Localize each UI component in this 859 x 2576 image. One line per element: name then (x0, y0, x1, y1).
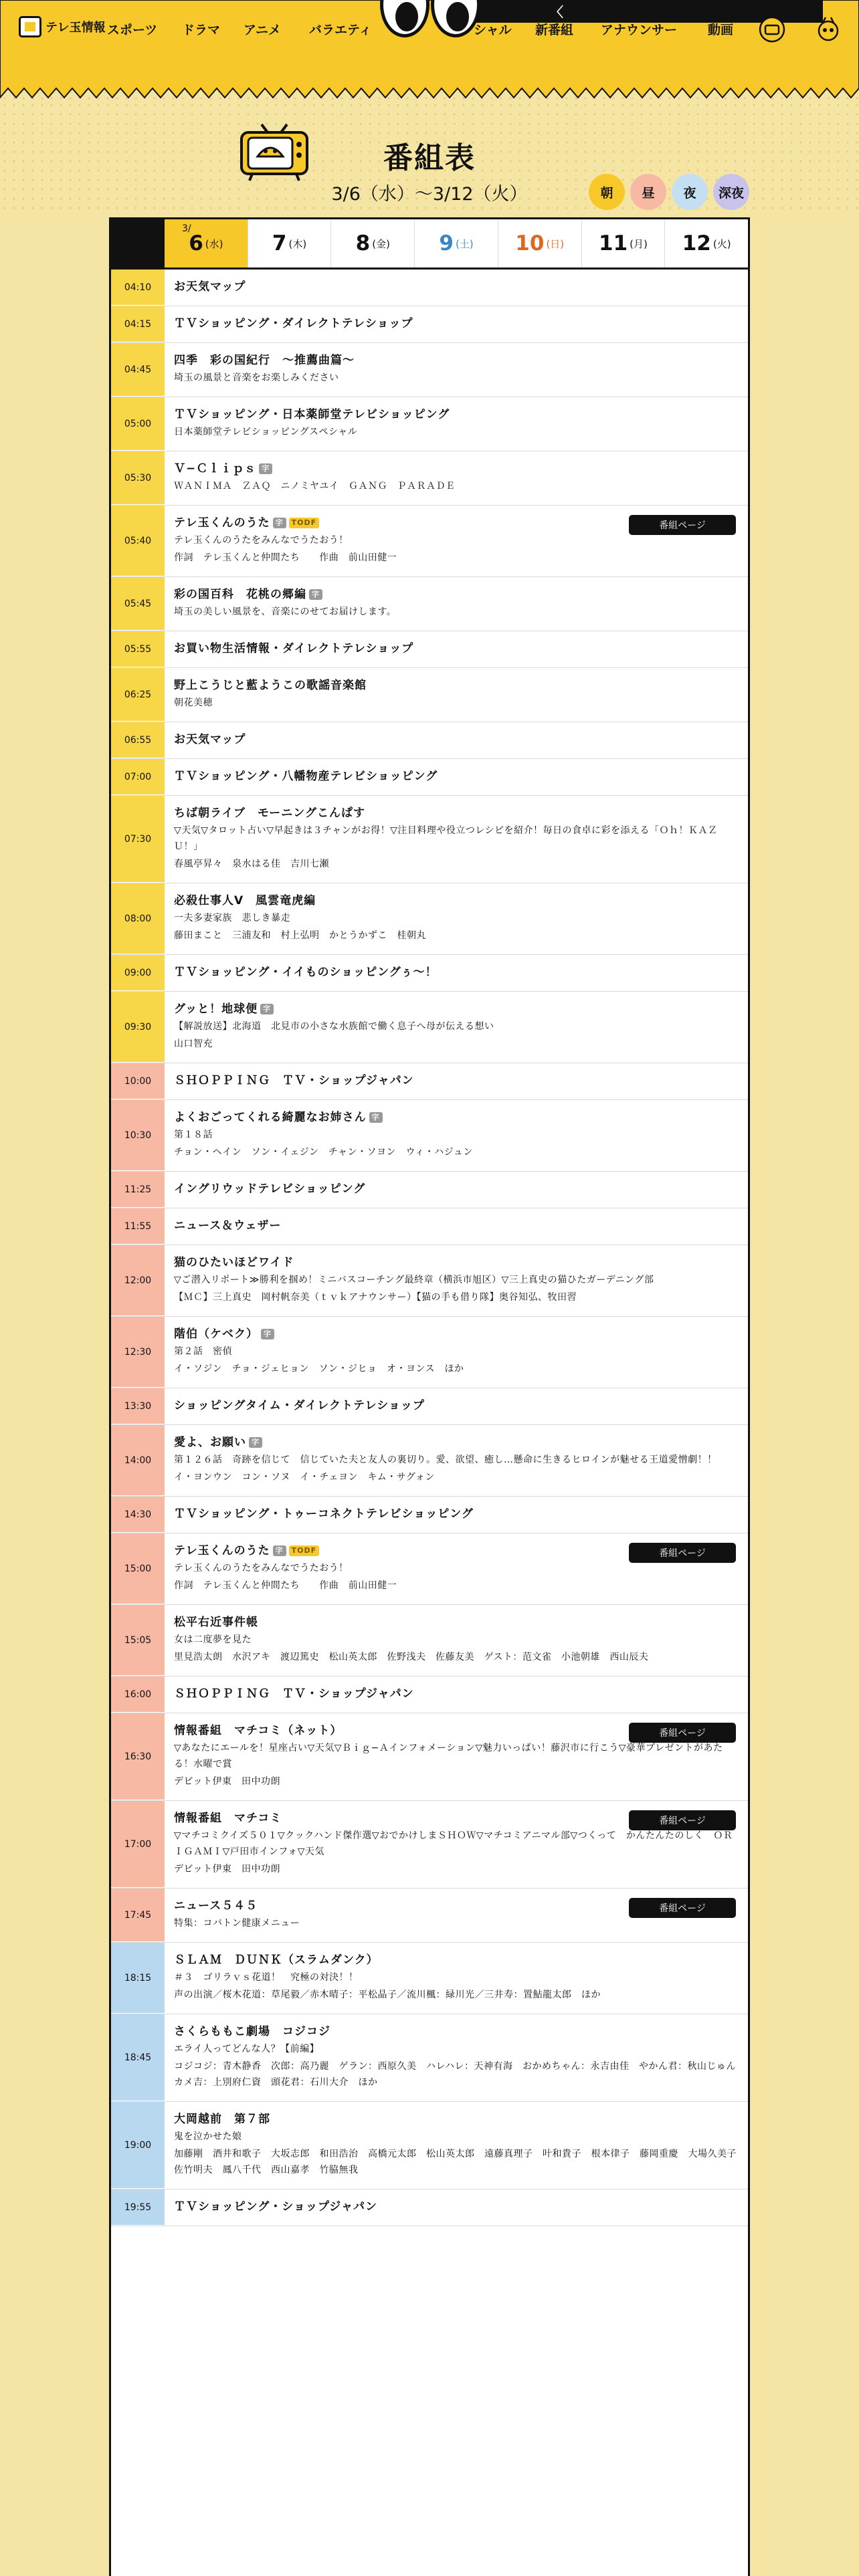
program-content (165, 397, 748, 451)
site-logo[interactable] (19, 11, 106, 43)
program-description: 作詞 テレ玉くんと仲間たち 作曲 前山田健一 (174, 552, 397, 563)
program-content (165, 759, 748, 795)
program-title-wrap (174, 1398, 739, 1414)
program-page-button[interactable]: 番組ページ (629, 1810, 736, 1830)
program-row[interactable] (111, 306, 748, 343)
program-time: 08:00 (111, 883, 165, 954)
program-title[interactable]: 野上こうじと藍ようこの歌謡音楽館 (174, 679, 367, 692)
program-title[interactable]: Ｖ−Ｃｌｉｐｓ (174, 462, 257, 475)
program-description: 里見浩太朗 水沢アキ 渡辺篤史 松山英太郎 佐野浅夫 佐藤友美 ゲスト：范文雀 小池朝雄 西山辰夫 (174, 1652, 649, 1662)
program-title[interactable]: 松平右近事件帳 (174, 1616, 258, 1629)
program-content (165, 1605, 748, 1676)
program-description: 藤田まこと 三浦友和 村上弘明 かとうかずこ 桂朝丸 (174, 930, 426, 941)
program-description: イ・ヨンウン コン・ソヌ イ・チェヨン キム・サグォン (174, 1472, 435, 1483)
program-time: 15:05 (111, 1605, 165, 1676)
program-description: 日本薬師堂テレビショッピングスペシャル (174, 427, 358, 437)
program-title-wrap (174, 279, 739, 295)
program-row[interactable] (111, 668, 748, 722)
program-time: 07:00 (111, 759, 165, 795)
date-range: 3/6（水）〜3/12（火） (331, 184, 528, 205)
program-time: 19:00 (111, 2102, 165, 2189)
program-content (165, 1245, 748, 1316)
schedule-table (109, 217, 750, 2576)
program-description: 山口智充 (174, 1039, 213, 1049)
program-title-wrap (174, 805, 739, 821)
tv-icon[interactable] (759, 16, 785, 43)
program-title-wrap (174, 1255, 739, 1271)
program-title-wrap (174, 2024, 739, 2040)
time-of-day-button[interactable]: 昼 (630, 174, 666, 210)
program-row[interactable] (111, 2102, 748, 2189)
program-title-wrap (174, 1181, 739, 1197)
program-content (165, 1388, 748, 1424)
program-row[interactable] (111, 577, 748, 631)
subtitle-badge: 字 (249, 1437, 262, 1448)
day-tab[interactable] (582, 219, 666, 267)
program-content (165, 1533, 748, 1604)
program-title-wrap (174, 732, 739, 748)
day-number: 12 (682, 231, 711, 255)
day-weekday: (木) (288, 237, 307, 250)
program-row[interactable] (111, 1677, 748, 1713)
program-time: 12:30 (111, 1317, 165, 1388)
program-title[interactable]: 大岡越前 第７部 (174, 2113, 270, 2126)
program-time: 10:30 (111, 1100, 165, 1171)
program-title[interactable]: ＳＬＡＭ ＤＵＮＫ（スラムダンク） (174, 1953, 379, 1967)
program-description: デビット伊東 田中功朗 (174, 1776, 280, 1787)
day-number: 9 (439, 231, 454, 255)
program-time: 11:25 (111, 1172, 165, 1208)
program-title-wrap (174, 1686, 739, 1702)
day-weekday: (日) (546, 237, 565, 250)
program-row[interactable] (111, 722, 748, 759)
program-time: 04:10 (111, 270, 165, 306)
program-row[interactable] (111, 1172, 748, 1208)
day-tab[interactable] (498, 219, 582, 267)
program-title[interactable]: ニュース＆ウェザー (174, 1219, 282, 1232)
nav-item[interactable]: バラエティ (309, 23, 372, 37)
day-tab[interactable] (165, 219, 248, 267)
program-content (165, 1943, 748, 2014)
program-title[interactable]: ＴＶショッピング・ショップジャパン (174, 2200, 377, 2214)
program-title[interactable]: ＳＨＯＰＰＩＮＧ ＴＶ・ショップジャパン (174, 1687, 414, 1701)
subtitle-badge: 字 (273, 1545, 286, 1556)
program-description: 埼玉の美しい風景を、音楽にのせてお届けします。 (174, 607, 397, 617)
program-time: 07:30 (111, 796, 165, 883)
program-description: 鬼を泣かせた娘 (174, 2131, 242, 2142)
program-title-wrap (174, 677, 739, 693)
day-weekday: (土) (455, 237, 474, 250)
program-title-wrap (174, 964, 739, 980)
mascot-menu-icon[interactable] (815, 16, 842, 43)
program-content (165, 1100, 748, 1171)
program-title-wrap (174, 641, 739, 657)
program-title[interactable]: ＴＶショッピング・八幡物産テレビショッピング (174, 770, 438, 783)
program-description: ▽天気▽タロット占い▽早起きは３チャンがお得！▽注目料理や役立つレシピを紹介！毎日の食卓に彩を添える「Ｏｈ！ＫＡＺＵ！」 (174, 825, 718, 852)
tver-badge: TODF (289, 1545, 320, 1556)
program-content (165, 1677, 748, 1713)
program-page-button[interactable]: 番組ページ (629, 515, 736, 535)
program-title[interactable]: グッと！地球便 (174, 1002, 258, 1016)
program-description: 作詞 テレ玉くんと仲間たち 作曲 前山田健一 (174, 1580, 397, 1591)
program-row[interactable] (111, 796, 748, 883)
program-description: テレ玉くんのうたをみんなでうたおう！ (174, 535, 349, 546)
program-description: チョン・ヘイン ソン・イェジン チャン・ソヨン ウィ・ハジュン (174, 1147, 473, 1158)
day-weekday: (金) (372, 237, 390, 250)
program-time: 05:55 (111, 631, 165, 667)
program-time: 19:55 (111, 2189, 165, 2226)
program-time: 05:40 (111, 506, 165, 576)
program-title[interactable]: 必殺仕事人Ⅴ 風雲竜虎編 (174, 894, 316, 907)
program-time: 15:00 (111, 1533, 165, 1604)
program-page-button[interactable]: 番組ページ (629, 1898, 736, 1918)
program-row[interactable] (111, 270, 748, 306)
program-row[interactable] (111, 1497, 748, 1533)
program-time: 14:00 (111, 1425, 165, 1496)
subtitle-badge: 字 (369, 1112, 383, 1123)
site-header (0, 0, 859, 100)
tv-logo-icon (19, 16, 41, 37)
program-title[interactable]: さくらももこ劇場 コジコジ (174, 2025, 330, 2038)
program-time: 13:30 (111, 1388, 165, 1424)
program-description: ▽マチコミクイズ５０１▽クックハンド傑作選▽おでかけしまＳＨＯＷ▽マチコミアニマル部▽つくって かんたんたのしく ＯＲＩＧＡＭＩ▽戸田市インフォ▽天気 (174, 1830, 733, 1857)
program-description: 声の出演／桜木花道：草尾毅／赤木晴子：平松晶子／流川楓：緑川光／三井寿：置鮎龍太郎 ほか (174, 1990, 601, 2000)
program-description: 女は二度夢を見た (174, 1634, 252, 1645)
program-title[interactable]: 彩の国百科 花桃の郷編 (174, 588, 306, 601)
program-title-wrap (174, 1109, 739, 1125)
program-time: 09:30 (111, 992, 165, 1063)
program-title[interactable]: ＴＶショッピング・トゥーコネクトテレビショッピング (174, 1507, 474, 1521)
program-content (165, 2189, 748, 2226)
program-description: ＷＡＮＩＭＡ ＺＡＱ ニノミヤユイ ＧＡＮＧ ＰＡＲＡＤＥ (174, 481, 456, 492)
program-content (165, 577, 748, 631)
program-description: イ・ソジン チョ・ジェヒョン ソン・ジヒョ オ・ヨンス ほか (174, 1364, 464, 1374)
program-time: 04:45 (111, 343, 165, 397)
program-row[interactable] (111, 1943, 748, 2014)
nav-item[interactable]: スポーツ (107, 23, 158, 37)
program-content (165, 992, 748, 1063)
program-title-wrap (174, 2111, 739, 2127)
program-content (165, 1063, 748, 1099)
day-tab[interactable] (665, 219, 748, 267)
nav-item[interactable]: 新番組 (535, 23, 574, 37)
program-title[interactable]: ニュース５４５ (174, 1899, 258, 1913)
program-description: 【ＭＣ】三上真史 岡村帆奈美（ｔｖｋアナウンサー）【猫の手も借り隊】奥谷知弘、牧田習 (174, 1292, 577, 1303)
program-row[interactable] (111, 451, 748, 506)
program-title-wrap (174, 352, 739, 368)
program-description: 春風亭昇々 泉水はる佳 吉川七瀬 (174, 859, 329, 869)
program-title[interactable]: 四季 彩の国紀行 〜推薦曲篇〜 (174, 354, 355, 367)
program-content (165, 722, 748, 758)
program-content (165, 668, 748, 722)
program-row[interactable] (111, 955, 748, 992)
program-time: 06:25 (111, 668, 165, 722)
day-tab[interactable] (248, 219, 332, 267)
program-time: 09:00 (111, 955, 165, 991)
program-row[interactable] (111, 1801, 748, 1889)
program-page-button[interactable]: 番組ページ (629, 1543, 736, 1563)
program-title-wrap (174, 461, 739, 477)
program-title-wrap (174, 1952, 739, 1968)
program-row[interactable] (111, 1100, 748, 1172)
nav-item[interactable]: ドラマ (182, 23, 221, 37)
program-title-wrap (174, 2199, 739, 2215)
program-title-wrap (174, 1326, 739, 1342)
program-title-wrap (174, 1614, 739, 1630)
program-row[interactable] (111, 759, 748, 796)
program-title[interactable]: ＳＨＯＰＰＩＮＧ ＴＶ・ショップジャパン (174, 1074, 414, 1087)
program-row[interactable] (111, 1245, 748, 1317)
day-tab[interactable] (331, 219, 415, 267)
program-row[interactable] (111, 1605, 748, 1677)
program-row[interactable] (111, 1889, 748, 1943)
nav-item[interactable]: アニメ (244, 23, 282, 37)
time-of-day-button[interactable]: 深夜 (713, 174, 749, 210)
program-content (165, 1497, 748, 1533)
program-description: 加藤剛 酒井和歌子 大坂志郎 和田浩治 高橋元太郎 松山英太郎 遠藤真理子 叶和貴子 根本律子 藤岡重慶 大場久美子 佐竹明夫 鳳八千代 西山嘉孝 竹脇無我 (174, 2149, 747, 2175)
program-row[interactable] (111, 1533, 748, 1605)
program-row[interactable] (111, 1713, 748, 1801)
program-row[interactable] (111, 631, 748, 668)
day-tabs (111, 217, 748, 270)
program-time: 04:15 (111, 306, 165, 342)
program-content (165, 343, 748, 397)
program-content (165, 1172, 748, 1208)
program-title[interactable]: ＴＶショッピング・イイものショッピングぅ〜！ (174, 966, 438, 979)
program-title-wrap (174, 768, 739, 784)
program-description: 朝花美穂 (174, 697, 213, 708)
program-description: エライ人ってどんな人？【前編】 (174, 2044, 320, 2054)
program-content (165, 451, 748, 505)
subtitle-badge: 字 (259, 463, 272, 474)
program-content (165, 506, 748, 576)
program-time: 10:00 (111, 1063, 165, 1099)
program-title[interactable]: 情報番組 マチコミ（ネット） (174, 1724, 343, 1737)
program-title-wrap (174, 1506, 739, 1522)
day-number: 6 (189, 231, 203, 255)
program-title[interactable]: 愛よ、お願い (174, 1436, 246, 1449)
program-time: 18:15 (111, 1943, 165, 2014)
nav-item[interactable]: 動画 (708, 23, 734, 37)
program-title[interactable]: テレ玉くんのうた (174, 1544, 270, 1558)
program-page-button[interactable]: 番組ページ (629, 1723, 736, 1743)
program-time: 14:30 (111, 1497, 165, 1533)
program-content (165, 306, 748, 342)
mascot-eyes (380, 0, 480, 39)
program-content (165, 2014, 748, 2101)
program-time: 12:00 (111, 1245, 165, 1316)
nav-item[interactable]: アナウンサー (601, 23, 678, 37)
day-number: 10 (515, 231, 545, 255)
day-weekday: (月) (630, 237, 648, 250)
program-title[interactable]: お天気マップ (174, 733, 246, 746)
program-title[interactable]: お天気マップ (174, 280, 246, 294)
program-title[interactable]: ＴＶショッピング・ダイレクトテレショップ (174, 317, 413, 330)
program-row[interactable] (111, 1425, 748, 1497)
program-title[interactable]: よくおごってくれる綺麗なお姉さん (174, 1111, 367, 1124)
program-content (165, 1801, 748, 1888)
program-time: 16:00 (111, 1677, 165, 1713)
day-corner (111, 219, 165, 267)
program-content (165, 1208, 748, 1245)
nav-item[interactable]: シャル (474, 23, 512, 37)
program-row[interactable] (111, 1063, 748, 1100)
program-title[interactable]: テレ玉くんのうた (174, 516, 270, 530)
program-time: 06:55 (111, 722, 165, 758)
page-title: 番組表 (383, 141, 476, 175)
subtitle-badge: 字 (273, 518, 286, 528)
program-time: 17:45 (111, 1889, 165, 1942)
program-content (165, 955, 748, 991)
program-description: 第２話 密偵 (174, 1346, 232, 1357)
program-title[interactable]: ＴＶショッピング・日本薬師堂テレビショッピング (174, 408, 450, 421)
program-content (165, 796, 748, 883)
day-tab[interactable] (415, 219, 498, 267)
day-weekday: (水) (205, 237, 223, 250)
program-title[interactable]: ちば朝ライブ モーニングこんぱす (174, 807, 365, 820)
program-title[interactable]: ショッピングタイム・ダイレクトテレショップ (174, 1399, 425, 1412)
program-row[interactable] (111, 992, 748, 1063)
program-title-wrap (174, 586, 739, 603)
day-month: 3/ (182, 223, 191, 234)
day-number: 8 (355, 231, 371, 255)
program-row[interactable] (111, 343, 748, 397)
carousel-prev-icon[interactable]: 〈 (550, 4, 563, 20)
program-description: 特集：コバトン健康メニュー (174, 1918, 300, 1929)
program-description: テレ玉くんのうたをみんなでうたおう！ (174, 1563, 349, 1574)
program-row[interactable] (111, 1388, 748, 1425)
program-description: デビット伊東 田中功朗 (174, 1864, 280, 1874)
subtitle-badge: 字 (261, 1329, 274, 1339)
program-content (165, 270, 748, 306)
program-row[interactable] (111, 397, 748, 451)
program-time: 05:45 (111, 577, 165, 631)
time-of-day-button[interactable]: 夜 (672, 174, 708, 210)
program-description: 【解説放送】北海道 北見市の小さな水族館で働く息子へ母が伝える想い (174, 1021, 494, 1032)
program-description: ＃３ ゴリラｖｓ花道！ 究極の対決！！ (174, 1972, 359, 1983)
program-content (165, 2102, 748, 2189)
program-description: ▽あなたにエールを！星座占い▽天気▽Ｂｉｇ−Ａインフォメーション▽魅力いっぱい！藤沢市に行こう▽豪華プレゼントがあたる！水曜で賞 (174, 1743, 723, 1769)
program-description: 一夫多妻家族 悲しき暴走 (174, 913, 290, 924)
subtitle-badge: 字 (260, 1004, 274, 1014)
program-content (165, 1425, 748, 1496)
program-row[interactable] (111, 2014, 748, 2102)
day-weekday: (火) (712, 237, 731, 250)
time-of-day-button[interactable]: 朝 (589, 174, 625, 210)
program-description: コジコジ：青木静香 次郎：高乃麗 ゲラン：西原久美 ハレハレ：天神有海 おかめちゃん：永吉由佳 やかん君：秋山じゅん カメ吉：上別府仁資 頭花君：石川大介 ほか (174, 2061, 746, 2088)
program-title-wrap (174, 1434, 739, 1451)
program-content (165, 631, 748, 667)
program-title[interactable]: 階伯（ケベク） (174, 1327, 258, 1341)
program-title-wrap (174, 1073, 739, 1089)
day-number: 7 (272, 231, 287, 255)
program-title[interactable]: イングリウッドテレビショッピング (174, 1182, 366, 1196)
left-eye-icon (380, 0, 430, 37)
program-title-wrap (174, 1218, 739, 1234)
program-description: 第１８話 (174, 1130, 213, 1140)
program-title-wrap (174, 316, 739, 332)
program-time: 17:00 (111, 1801, 165, 1888)
program-title-wrap (174, 1001, 739, 1017)
program-time: 05:00 (111, 397, 165, 451)
program-title-wrap (174, 893, 739, 909)
right-eye-icon (431, 0, 480, 37)
program-time: 11:55 (111, 1208, 165, 1245)
program-content (165, 1317, 748, 1388)
program-description: 埼玉の風景と音楽をお楽しみください (174, 372, 339, 383)
program-time: 05:30 (111, 451, 165, 505)
program-row[interactable] (111, 1317, 748, 1388)
program-content (165, 1713, 748, 1800)
program-title[interactable]: お買い物生活情報・ダイレクトテレショップ (174, 642, 414, 655)
program-row[interactable] (111, 1208, 748, 1245)
logo-text: テレ玉情報 (45, 21, 106, 35)
subtitle-badge: 字 (309, 589, 322, 600)
program-description: 第１２６話 奇跡を信じて 信じていた夫と友人の裏切り。愛、欲望、癒し…懸命に生きるヒロインが魅せる王道愛憎劇！！ (174, 1455, 717, 1465)
program-row[interactable] (111, 506, 748, 577)
program-row[interactable] (111, 883, 748, 955)
program-content (165, 1889, 748, 1942)
program-time: 18:45 (111, 2014, 165, 2101)
program-title[interactable]: 情報番組 マチコミ (174, 1812, 282, 1825)
program-row[interactable] (111, 2189, 748, 2226)
program-time: 16:30 (111, 1713, 165, 1800)
program-title[interactable]: 猫のひたいほどワイド (174, 1256, 294, 1269)
program-title-wrap (174, 407, 739, 423)
day-number: 11 (599, 231, 628, 255)
program-description: ▽ご潜入リポート≫勝利を掴め！ミニバスコーチング最終章（横浜市旭区）▽三上真史の猫ひたガーデニング部 (174, 1275, 654, 1285)
program-content (165, 883, 748, 954)
tver-badge: TODF (289, 518, 320, 528)
